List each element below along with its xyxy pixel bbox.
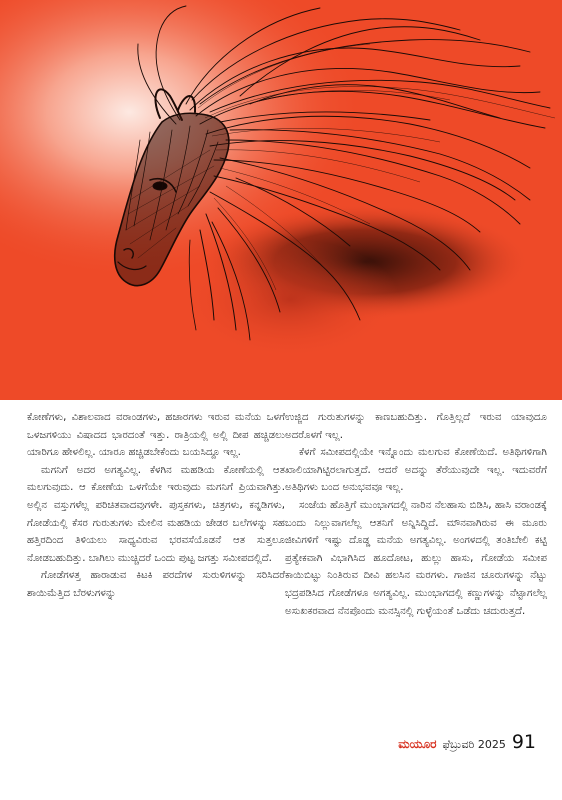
- article-paragraph: ಮಗನಿಗೆ ಅದರ ಅಗತ್ಯವಿಲ್ಲ. ಕೆಳಗಿನ ಮಹಡಿಯ ಕೋಣೆಯಲ್ಲಿ ಆತ ಮಲಗುವುದು. ಆ ಕೋಣೆಯ ಒಳಗೆಯೇ ಇರುವುದು ಮಗನಿಗೆ ಪ್ರಿಯವಾಗಿತ್ತು. ಅಲ್ಲಿನ ವಸ್ತುಗಳೆಲ್ಲ ಪರಿಚಿತವಾದವುಗಳೇ. ಪುಸ್ತಕಗಳು, ಚಿತ್ರಗಳು, ಕನ್ನಡಿಗಳು, ಗೋಡೆಯಲ್ಲಿ ಕೆಸರ ಗುರುತುಗಳು ಮೇಲಿನ ಮಹಡಿಯ ಜೇಡರ ಬಲೆಗಳನ್ನು ಸಹ ಹತ್ತಿರದಿಂದ ತಿಳಿಯಲು ಸಾಧ್ಯವಿರುವ ಭರವಸೆಯೊಡನೆ ಆತ ಸುತ್ತಲೂ ನೋಡಬಹುದಿತ್ತು. ಬಾಗಿಲು ಮುಚ್ಚಿದರೆ ಒಂದು ಪುಟ್ಟ ಜಗತ್ತು ಸಮೀಪದಲ್ಲಿದೆ.: [27, 464, 285, 564]
- article-paragraph: ಕೆಳಗೆ ಸಮೀಪದಲ್ಲಿಯೇ ಇನ್ನೊಂದು ಮಲಗುವ ಕೋಣೆಯಿದೆ. ಅತಿಥಿಗಳಿಗಾಗಿ ಖಾಲಿಯಾಗಿಟ್ಟಿರಲಾಗುತ್ತದೆ. ಆದರೆ ಅದನ್ನು ತೆರೆಯುವುದೇ ಇಲ್ಲ. ಇದುವರೆಗೆ ಅತಿಥಿಗಳು ಬಂದ ಅನುಭವವೂ ಇಲ್ಲ.: [285, 447, 547, 494]
- article-paragraph: ಗೋಡೆಗಳತ್ತ ಹಾರಾಡುವ ಕಿಟಕಿ ಪರದೆಗಳ ಸುರುಳಿಗಳನ್ನು ಸರಿಸಿದರೆ ಶಾಯಿಮೆತ್ತಿದ ಬೆರಳುಗಳನ್ನು: [27, 570, 285, 599]
- page-number: 91: [511, 731, 536, 753]
- article-paragraph: ಉಜ್ಜಿದ ಗುರುತುಗಳನ್ನು ಕಾಣಬಹುದಿತ್ತು. ಗೊತ್ತಿಲ್ಲದೆ ಇರುವ ಯಾವುದೂ ಅದರೊಳಗೆ ಇಲ್ಲ.: [285, 412, 547, 441]
- article-column-left: [27, 409, 285, 603]
- article-paragraph: ಸಂಜೆಯ ಹೊತ್ತಿಗೆ ಮುಂಭಾಗದಲ್ಲಿ ನಾರಿನ ನೆಲಹಾಸು ಬಿಡಿಸಿ, ಹಾಸಿ ವರಾಂಡಕ್ಕೆ ಬಂದು ನಿಲ್ಲುವಾಗಲೆಲ್ಲ ಆತನಿಗೆ ಅನ್ನಿಸಿದ್ದಿದೆ. ಮೌನವಾಗಿರುವ ಈ ಮೂರು ಜೀವಿಗಳಿಗೆ ಇಷ್ಟು ದೊಡ್ಡ ಮನೆಯ ಅಗತ್ಯವಿಲ್ಲ. ಅಂಗಳದಲ್ಲಿ ತಂತಿಬೇಲಿ ಕಟ್ಟಿ ಪ್ರತ್ಯೇಕವಾಗಿ ವಿಭಾಗಿಸಿದ ಹೂದೋಟ, ಹುಲ್ಲು ಹಾಸು, ಗೋಡೆಯ ಸಮೀಪ ಕಾಯಿಬಿಟ್ಟು ನಿಂತಿರುವ ದೀವಿ ಹಲಸಿನ ಮರಗಳು. ಗಾಜಿನ ಚೂರುಗಳನ್ನು ನೆಟ್ಟು ಭದ್ರಪಡಿಸಿದ ಗೋಡೆಗಳೂ ಅಗತ್ಯವಿಲ್ಲ. ಮುಂಭಾಗದಲ್ಲಿ ಕಣ್ಣುಗಳನ್ನು ನೆಟ್ಟಾಗಲೆಲ್ಲ ಅಸುಖಕರವಾದ ನೆನಪೊಂದು ಮನಸ್ಸಿನಲ್ಲಿ ಗುಳ್ಳೆಯಂತೆ ಒಡೆದು ಚದುರುತ್ತದೆ.: [285, 499, 547, 617]
- page-footer: [398, 731, 536, 753]
- article-paragraph: ಕೋಣೆಗಳು, ವಿಶಾಲವಾದ ವರಾಂಡಗಳು, ಹಜಾರಗಳು ಇರುವ ಮನೆಯ ಒಳಗೆ ಒಳಜಗಳಿಯು ವಿಷಾದದ ಭಾರದಂತೆ ಇತ್ತು. ರಾತ್ರಿಯಲ್ಲಿ ಅಲ್ಲಿ ದೀಪ ಹಚ್ಚಿಡಲು ಯಾರಿಗೂ ಹೇಳಲಿಲ್ಲ. ಯಾರೂ ಹಚ್ಚಿಡಬೇಕೆಂದು ಬಯಸಿದ್ದೂ ಇಲ್ಲ.: [27, 412, 285, 459]
- article-column-right: [285, 409, 547, 620]
- magazine-brand: ಮಯೂರ: [398, 737, 437, 751]
- issue-date: ಫೆಬ್ರುವರಿ 2025: [442, 738, 506, 751]
